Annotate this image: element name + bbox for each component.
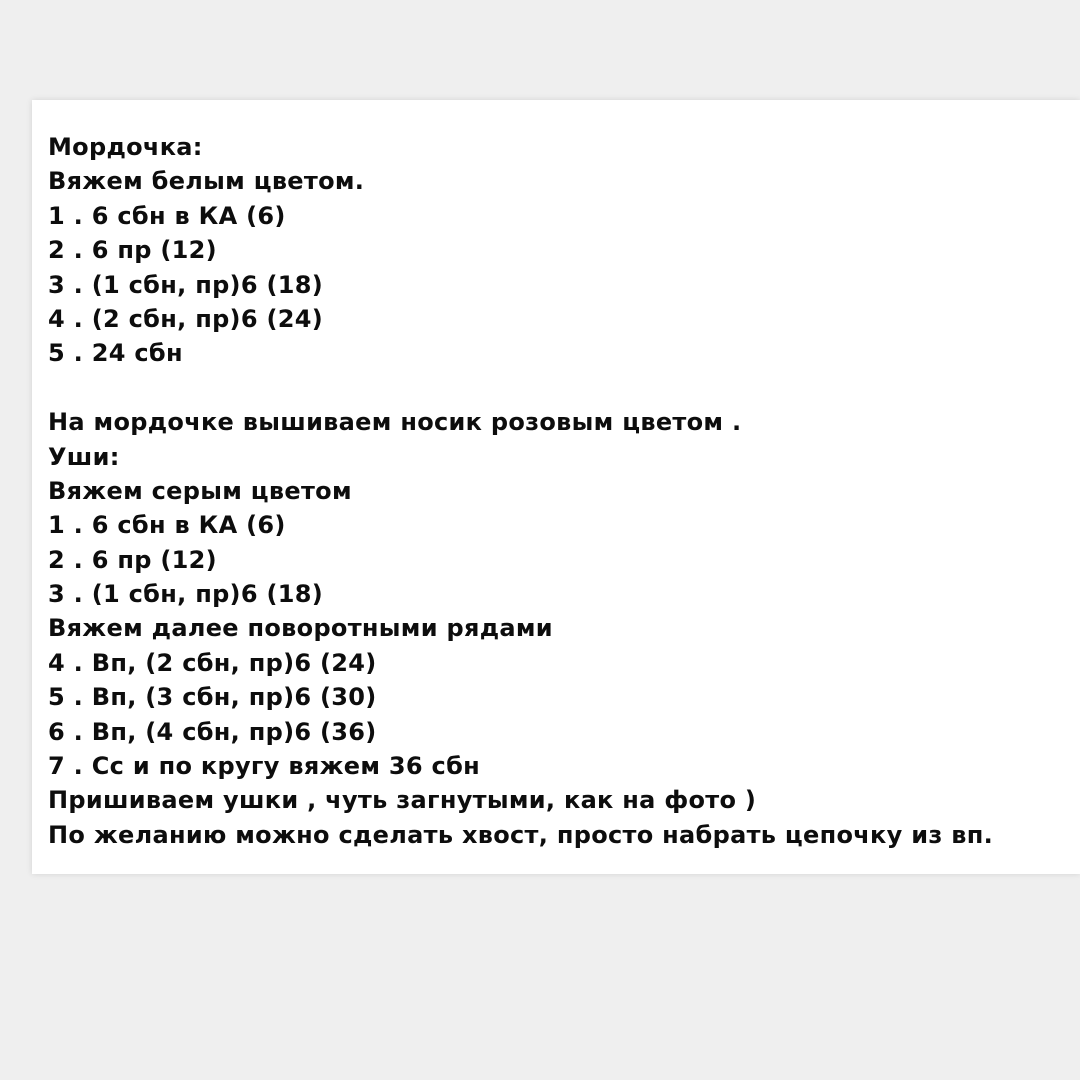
turn-rows-note: Вяжем далее поворотными рядами <box>48 614 553 643</box>
pattern-card <box>32 100 1080 874</box>
pattern-row: 2 . 6 пр (12) <box>48 236 217 265</box>
pattern-row: 5 . 24 сбн <box>48 339 183 368</box>
pattern-row: 6 . Вп, (4 сбн, пр)6 (36) <box>48 717 377 746</box>
pattern-row: 1 . 6 сбн в КА (6) <box>48 201 286 230</box>
section-intro-muzzle: Вяжем белым цветом. <box>48 167 365 196</box>
final-note: По желанию можно сделать хвост, просто набрать цепочку из вп. <box>48 820 994 849</box>
blank-line <box>48 371 993 405</box>
pattern-row: 3 . (1 сбн, пр)6 (18) <box>48 580 324 609</box>
pattern-row: 4 . Вп, (2 сбн, пр)6 (24) <box>48 648 377 677</box>
section-title-muzzle: Мордочка: <box>48 133 203 161</box>
pattern-row: 3 . (1 сбн, пр)6 (18) <box>48 270 324 299</box>
pattern-row: 7 . Сс и по кругу вяжем 36 сбн <box>48 752 481 781</box>
pattern-text <box>48 130 993 852</box>
pattern-row: 1 . 6 сбн в КА (6) <box>48 511 286 540</box>
final-note: Пришиваем ушки , чуть загнутыми, как на фото ) <box>48 786 757 815</box>
pattern-row: 2 . 6 пр (12) <box>48 545 217 574</box>
pattern-row: 5 . Вп, (3 сбн, пр)6 (30) <box>48 683 377 712</box>
section-title-ears: Уши: <box>48 442 120 471</box>
pattern-row: 4 . (2 сбн, пр)6 (24) <box>48 304 324 333</box>
section-intro-ears: Вяжем серым цветом <box>48 476 352 505</box>
note-nose: На мордочке вышиваем носик розовым цветом . <box>48 408 742 437</box>
